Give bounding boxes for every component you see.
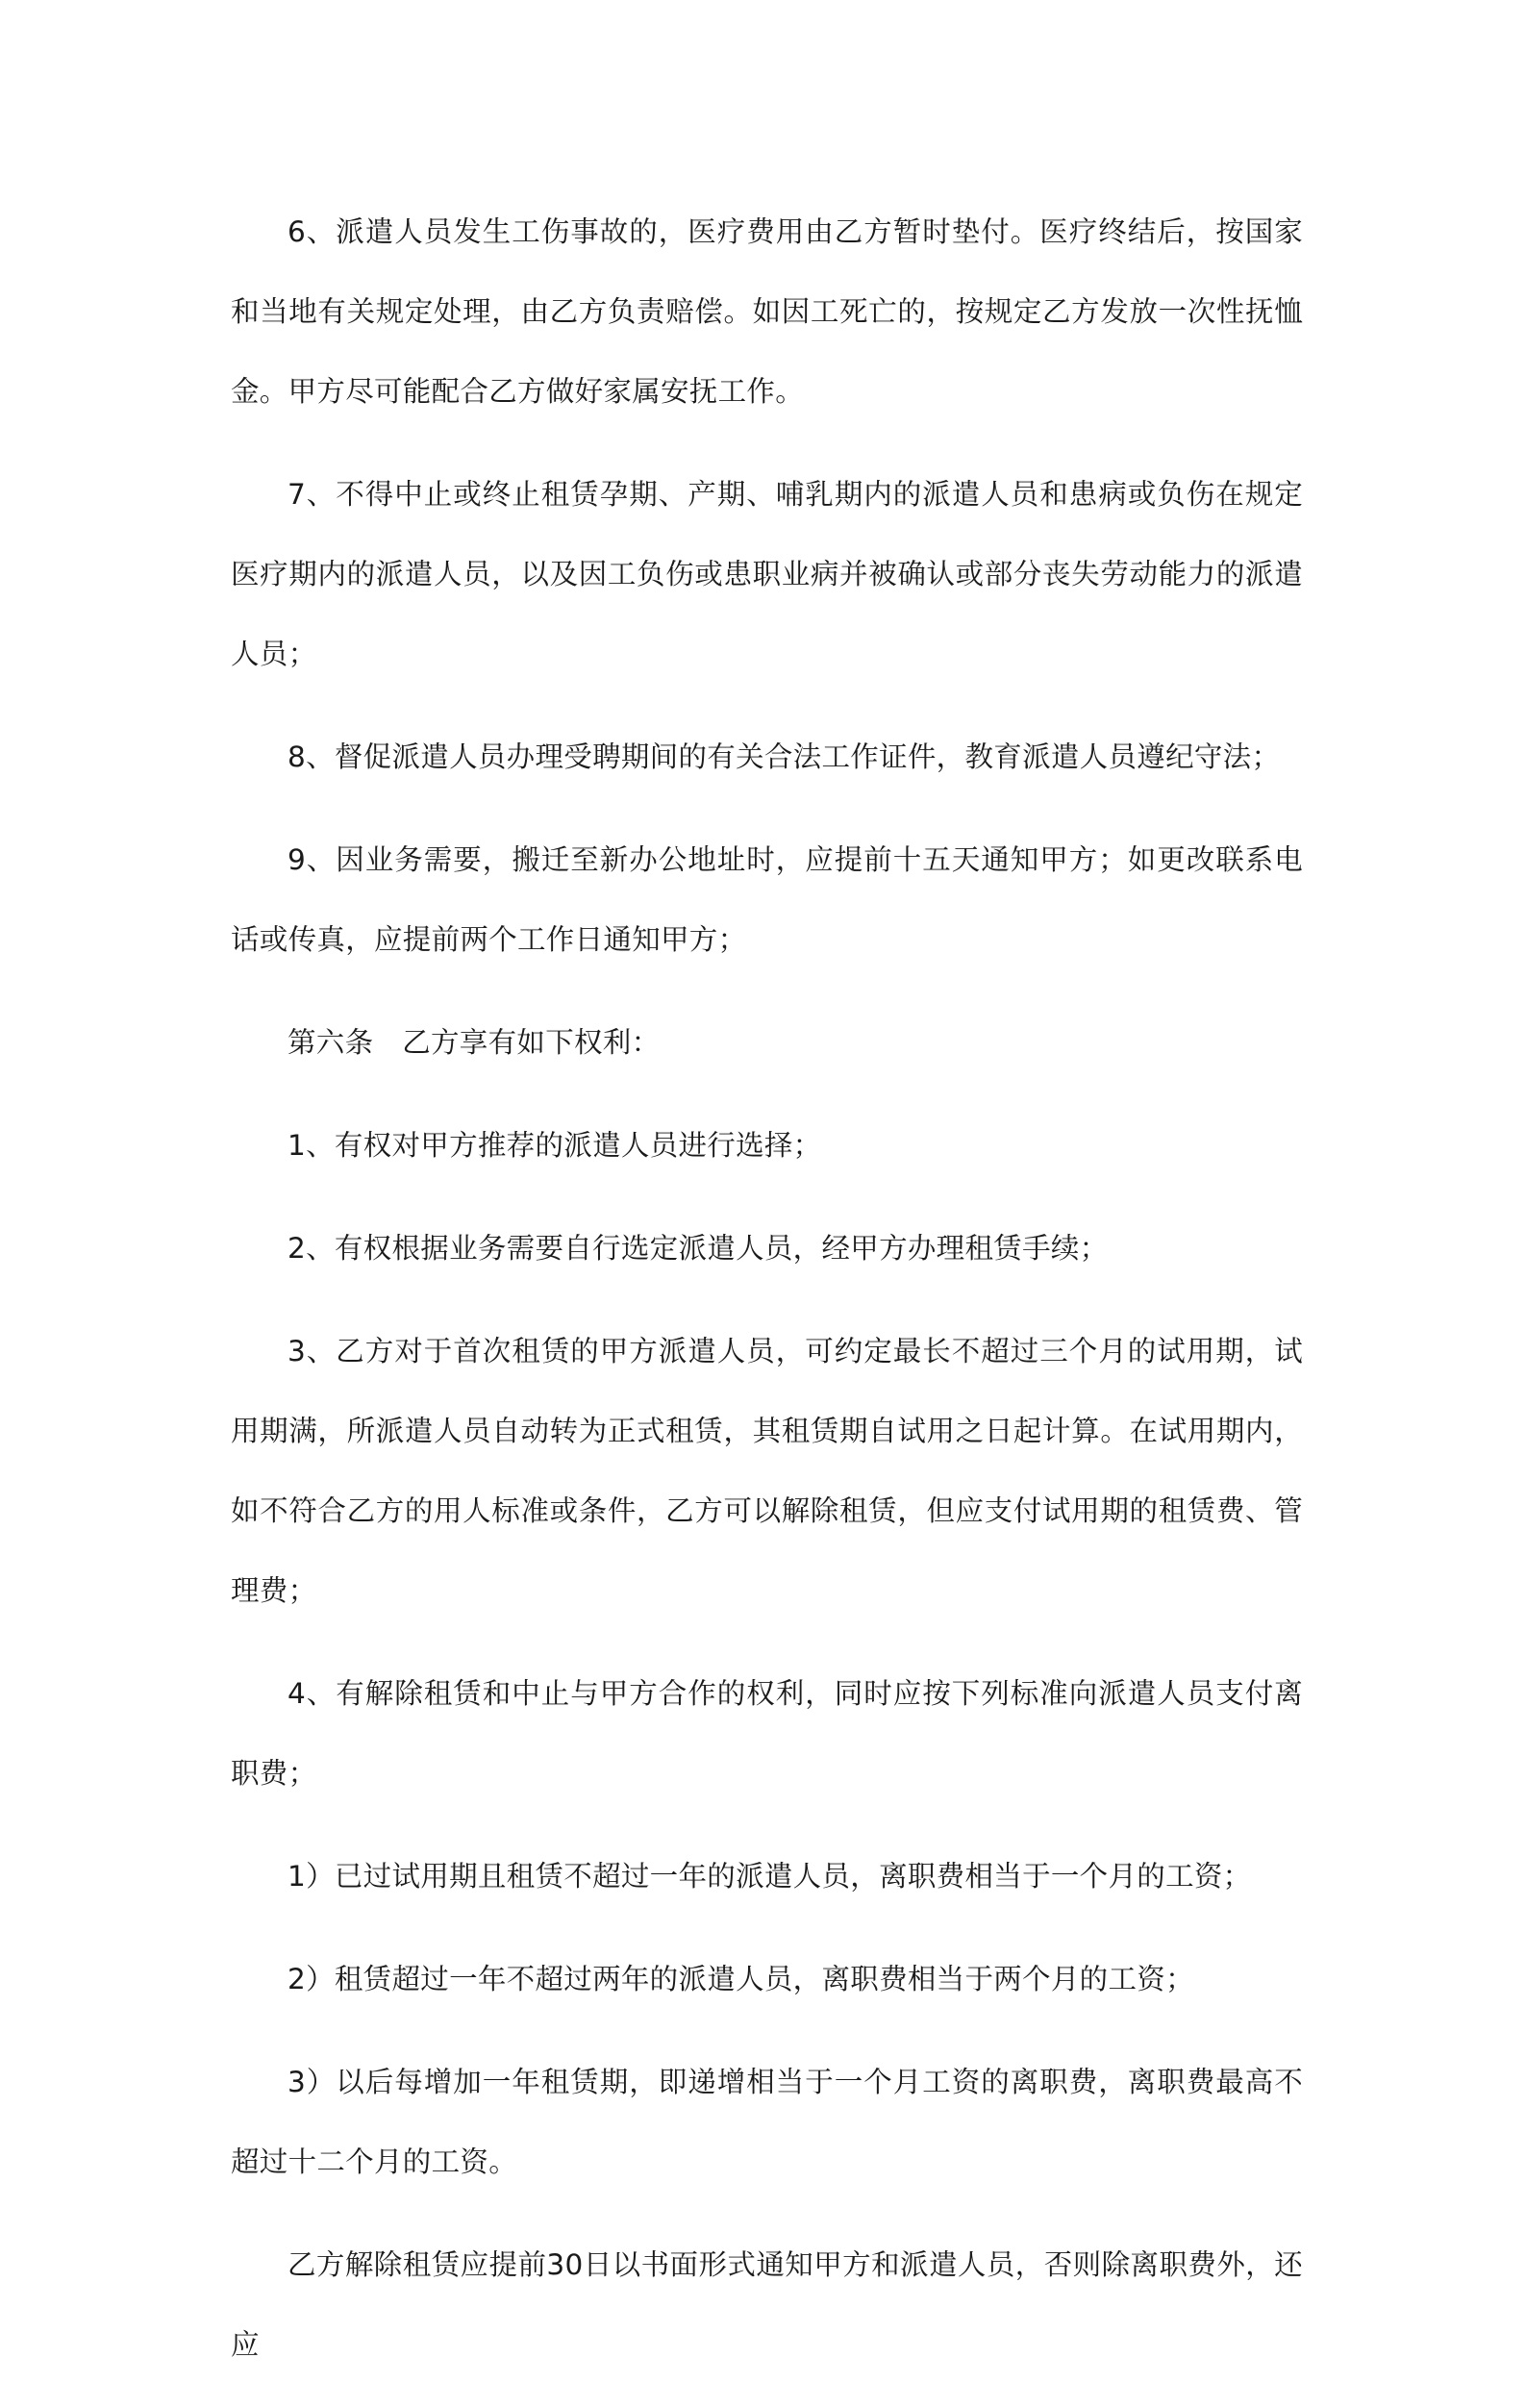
clause-item-8-paragraph: 8、督促派遣人员办理受聘期间的有关合法工作证件，教育派遣人员遵纪守法； bbox=[288, 740, 1281, 773]
right-item-2-paragraph: 2、有权根据业务需要自行选定派遣人员，经甲方办理租赁手续； bbox=[288, 1232, 1109, 1265]
article-six-heading: 第六条 乙方享有如下权利： bbox=[288, 1026, 661, 1059]
clause-item-9-paragraph: 9、因业务需要，搬迁至新办公地址时，应提前十五天通知甲方；如更改联系电话或传真，应提前两个工作日通知甲方； bbox=[231, 843, 1303, 956]
clause-item-6-paragraph: 6、派遣人员发生工伤事故的，医疗费用由乙方暂时垫付。医疗终结后，按国家和当地有关规定处理，由乙方负责赔偿。如因工死亡的，按规定乙方发放一次性抚恤金。甲方尽可能配合乙方做好家属安抚工作。 bbox=[231, 215, 1303, 408]
right-item-3-paragraph: 3、乙方对于首次租赁的甲方派遣人员，可约定最长不超过三个月的试用期，试用期满，所派遣人员自动转为正式租赁，其租赁期自试用之日起计算。在试用期内，如不符合乙方的用人标准或条件，乙方可以解除租赁，但应支付试用期的租赁费、管理费； bbox=[231, 1335, 1303, 1607]
right-item-1-paragraph: 1、有权对甲方推荐的派遣人员进行选择； bbox=[288, 1129, 822, 1162]
clause-item-7-paragraph: 7、不得中止或终止租赁孕期、产期、哺乳期内的派遣人员和患病或负伤在规定医疗期内的派遣人员，以及因工负伤或患职业病并被确认或部分丧失劳动能力的派遣人员； bbox=[231, 478, 1303, 670]
right-item-4-paragraph: 4、有解除租赁和中止与甲方合作的权利，同时应按下列标准向派遣人员支付离职费； bbox=[231, 1677, 1303, 1790]
severance-rule-2-paragraph: 2）租赁超过一年不超过两年的派遣人员，离职费相当于两个月的工资； bbox=[288, 1963, 1194, 1995]
document-body bbox=[231, 192, 1303, 2408]
termination-notice-paragraph: 乙方解除租赁应提前30日以书面形式通知甲方和派遣人员，否则除离职费外，还应 bbox=[231, 2248, 1303, 2361]
severance-rule-1-paragraph: 1）已过试用期且租赁不超过一年的派遣人员，离职费相当于一个月的工资； bbox=[288, 1860, 1252, 1893]
severance-rule-3-paragraph: 3）以后每增加一年租赁期，即递增相当于一个月工资的离职费，离职费最高不超过十二个月的工资。 bbox=[231, 2066, 1303, 2178]
